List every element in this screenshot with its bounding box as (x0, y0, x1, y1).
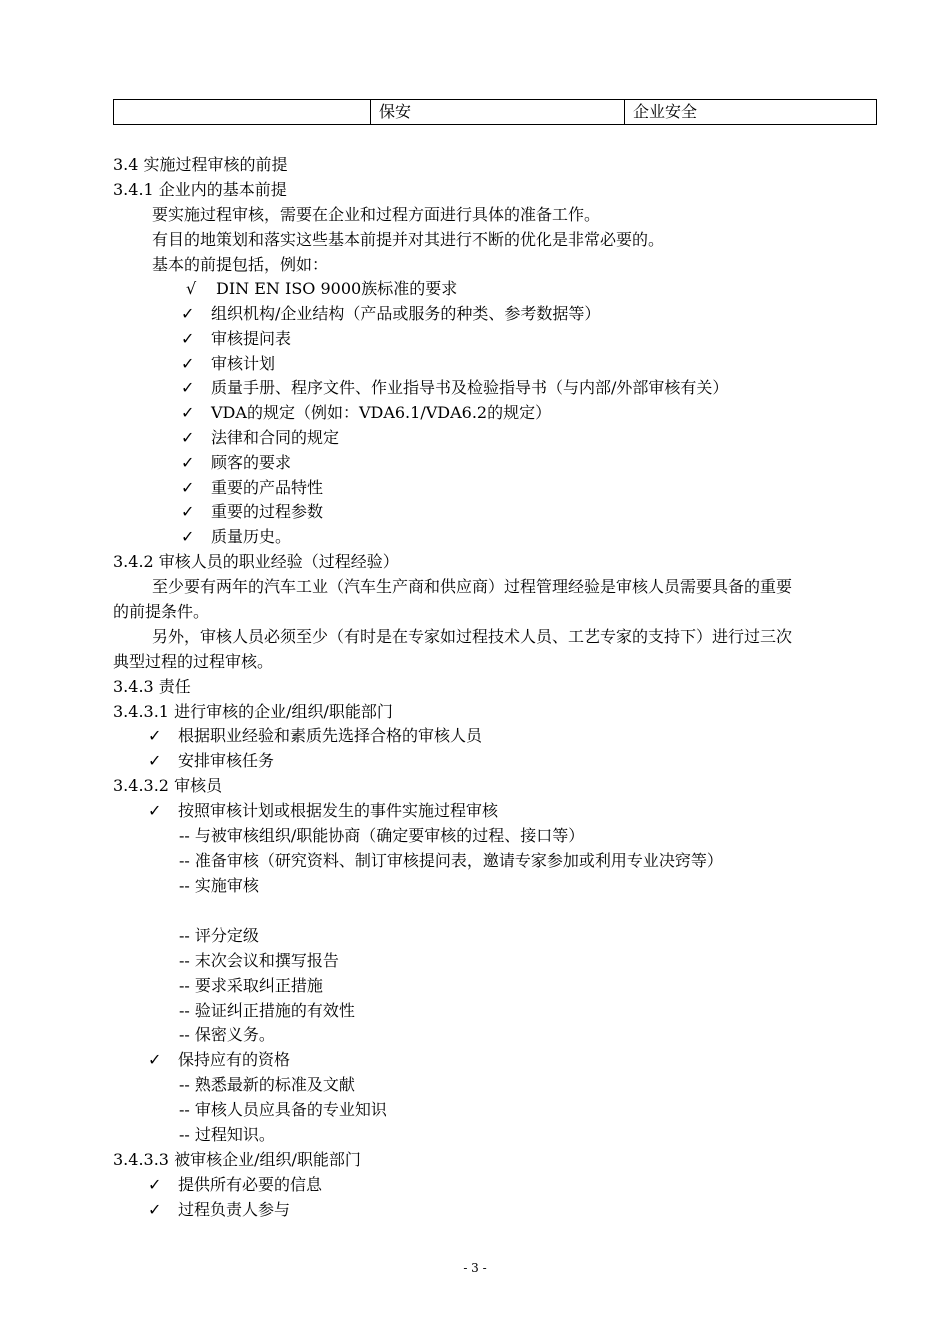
text-line (179, 1125, 275, 1145)
line-text: -- 熟悉最新的标准及文献 (179, 1075, 355, 1094)
table-cell: 保安 (371, 100, 625, 124)
checkmark-icon: ✓ (181, 304, 195, 323)
line-text: -- 准备审核（研究资料、制订审核提问表，邀请专家参加或利用专业决窍等） (179, 851, 723, 870)
checkmark-icon: ✓ (148, 1200, 162, 1219)
text-line (113, 702, 393, 722)
text-line (152, 627, 792, 647)
text-line (113, 552, 399, 572)
line-text: 基本的前提包括，例如： (152, 255, 329, 274)
checkmark-icon: ✓ (181, 428, 195, 447)
bullet-item (181, 428, 339, 448)
line-text: -- 评分定级 (179, 926, 259, 945)
line-text: VDA的规定（例如：VDA6.1/VDA6.2的规定） (211, 403, 552, 422)
bullet-item (181, 378, 728, 398)
checkmark-icon: ✓ (181, 527, 195, 546)
text-line (152, 255, 328, 275)
bullet-item (181, 403, 551, 423)
line-text: 安排审核任务 (178, 751, 275, 770)
checkmark-icon: ✓ (181, 502, 195, 521)
line-text: 按照审核计划或根据发生的事件实施过程审核 (178, 801, 499, 820)
bullet-item (148, 726, 482, 746)
checkmark-icon: ✓ (181, 354, 195, 373)
bullet-item (148, 1175, 322, 1195)
page-number: - 3 - (463, 1261, 487, 1275)
checkmark-icon: ✓ (148, 1050, 162, 1069)
line-text: -- 保密义务。 (179, 1025, 275, 1044)
line-text: 的前提条件。 (113, 602, 210, 621)
bullet-item (181, 329, 291, 349)
bullet-item (181, 304, 600, 324)
line-text: -- 末次会议和撰写报告 (179, 951, 339, 970)
line-text: 3.4.3.1 进行审核的企业/组织/职能部门 (113, 702, 393, 721)
checkmark-icon: ✓ (181, 453, 195, 472)
text-line (113, 155, 288, 175)
line-text: 根据职业经验和素质先选择合格的审核人员 (178, 726, 483, 745)
checkmark-icon: ✓ (148, 801, 162, 820)
text-line (179, 1025, 275, 1045)
line-text: 重要的过程参数 (211, 502, 324, 521)
text-line (152, 230, 664, 250)
line-text: 3.4.3 责任 (113, 677, 191, 696)
line-text: 3.4.1 企业内的基本前提 (113, 180, 287, 199)
line-text: 质量手册、程序文件、作业指导书及检验指导书（与内部/外部审核有关） (211, 378, 729, 397)
checkmark-icon: ✓ (181, 403, 195, 422)
line-text: -- 过程知识。 (179, 1125, 275, 1144)
bullet-item (148, 751, 274, 771)
checkmark-icon: ✓ (148, 726, 162, 745)
line-text: 典型过程的过程审核。 (113, 652, 274, 671)
table-cell (114, 100, 371, 124)
checkmark-icon: ✓ (181, 329, 195, 348)
line-text: 审核提问表 (211, 329, 292, 348)
line-text: 过程负责人参与 (178, 1200, 291, 1219)
bullet-item (181, 527, 291, 547)
line-text: DIN EN ISO 9000族标准的要求 (216, 279, 458, 298)
line-text: 3.4.2 审核人员的职业经验（过程经验） (113, 552, 399, 571)
text-line (179, 826, 584, 846)
text-line (113, 180, 287, 200)
bullet-item (181, 453, 291, 473)
line-text: 要实施过程审核，需要在企业和过程方面进行具体的准备工作。 (152, 205, 601, 224)
checkmark-icon: ✓ (148, 1175, 162, 1194)
text-line (179, 976, 323, 996)
text-line (152, 205, 600, 225)
line-text: 法律和合同的规定 (211, 428, 340, 447)
line-text: 审核计划 (211, 354, 276, 373)
checkmark-icon: ✓ (148, 751, 162, 770)
text-line (113, 677, 191, 697)
line-text: 组织机构/企业结构（产品或服务的种类、参考数据等） (211, 304, 601, 323)
text-line (113, 652, 273, 672)
checkmark-icon: ✓ (181, 478, 195, 497)
text-line (152, 577, 792, 597)
bullet-item (148, 1050, 290, 1070)
bullet-item (181, 478, 323, 498)
text-line (179, 951, 339, 971)
table-row (113, 99, 877, 125)
text-line (179, 1100, 387, 1120)
line-text: -- 实施审核 (179, 876, 259, 895)
text-line (179, 1075, 355, 1095)
line-text: 另外，审核人员必须至少（有时是在专家如过程技术人员、工艺专家的支持下）进行过三次 (152, 627, 793, 646)
line-text: 3.4 实施过程审核的前提 (113, 155, 288, 174)
table-cell: 企业安全 (633, 102, 698, 121)
line-text: -- 与被审核组织/职能协商（确定要审核的过程、接口等） (179, 826, 585, 845)
text-line (113, 602, 209, 622)
bullet-item (148, 1200, 290, 1220)
line-text: 3.4.3.2 审核员 (113, 776, 223, 795)
line-text: -- 验证纠正措施的有效性 (179, 1001, 355, 1020)
line-text: 顾客的要求 (211, 453, 292, 472)
text-line (179, 851, 723, 871)
line-text: 质量历史。 (211, 527, 292, 546)
checkmark-icon: ✓ (181, 378, 195, 397)
line-text: -- 审核人员应具备的专业知识 (179, 1100, 387, 1119)
text-line (113, 1150, 361, 1170)
text-line (179, 926, 259, 946)
line-text: 提供所有必要的信息 (178, 1175, 323, 1194)
bullet-item (186, 279, 457, 299)
line-text: 有目的地策划和落实这些基本前提并对其进行不断的优化是非常必要的。 (152, 230, 665, 249)
line-text: -- 要求采取纠正措施 (179, 976, 323, 995)
line-text: 保持应有的资格 (178, 1050, 291, 1069)
text-line (179, 876, 259, 896)
text-line (179, 1001, 355, 1021)
bullet-item (181, 354, 275, 374)
line-text: 3.4.3.3 被审核企业/组织/职能部门 (113, 1150, 361, 1169)
text-line (113, 776, 222, 796)
bullet-item (181, 502, 323, 522)
checkmark-icon: √ (186, 279, 197, 298)
line-text: 重要的产品特性 (211, 478, 324, 497)
line-text: 至少要有两年的汽车工业（汽车生产商和供应商）过程管理经验是审核人员需要具备的重要 (152, 577, 793, 596)
bullet-item (148, 801, 498, 821)
